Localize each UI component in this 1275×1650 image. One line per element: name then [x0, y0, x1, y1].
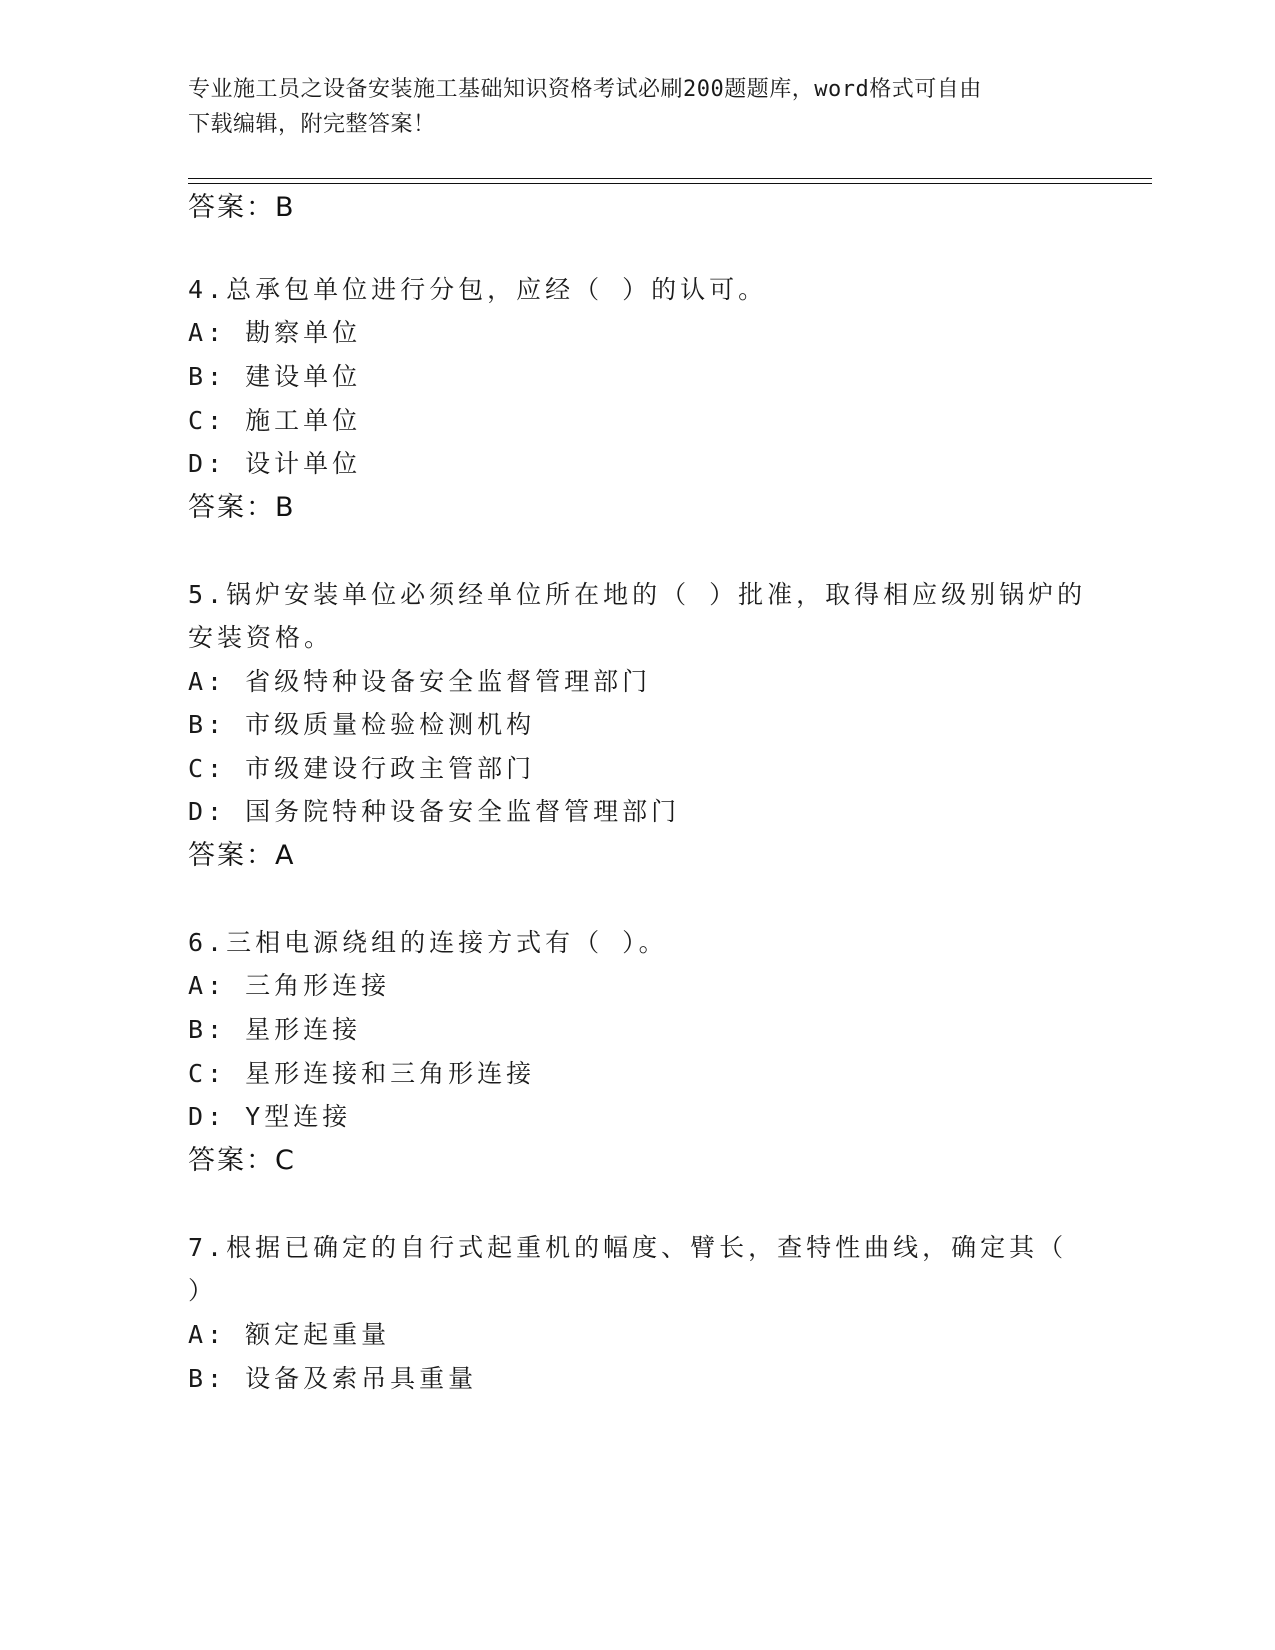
answer-line [188, 491, 295, 525]
header-rule-bottom [188, 183, 1152, 184]
answer-label: 答案： [188, 840, 275, 871]
option-d: D: 设计单位 [188, 449, 362, 478]
header-line-2: 下载编辑，附完整答案！ [188, 112, 436, 137]
option-c: C: 施工单位 [188, 406, 362, 435]
option-a: A: 省级特种设备安全监督管理部门 [188, 667, 652, 696]
option-d: D: 国务院特种设备安全监督管理部门 [188, 797, 681, 826]
answer-value: A [275, 840, 295, 871]
question-stem-continued: ） [188, 1276, 218, 1305]
document-header [188, 72, 1068, 142]
answer-line [188, 1144, 295, 1178]
question-stem: 4.总承包单位进行分包，应经（ ）的认可。 [188, 275, 768, 304]
header-line-1: 专业施工员之设备安装施工基础知识资格考试必刷200题题库，word格式可自由 [188, 77, 982, 102]
header-rule-top [188, 178, 1152, 179]
option-a: A: 勘察单位 [188, 318, 362, 347]
answer-line [188, 839, 294, 873]
option-a: A: 三角形连接 [188, 971, 391, 1000]
question-stem-continued: 安装资格。 [188, 623, 334, 652]
question-stem: 5.锅炉安装单位必须经单位所在地的（ ）批准，取得相应级别锅炉的 [188, 580, 1087, 609]
option-c: C: 星形连接和三角形连接 [188, 1059, 536, 1088]
option-c: C: 市级建设行政主管部门 [188, 754, 536, 783]
answer-label: 答案： [188, 492, 275, 523]
answer-value: C [275, 1145, 295, 1176]
answer-value: B [275, 192, 295, 223]
answer-label: 答案： [188, 192, 275, 223]
option-b: B: 建设单位 [188, 362, 362, 391]
question-stem: 7.根据已确定的自行式起重机的幅度、臂长，查特性曲线，确定其（ [188, 1233, 1068, 1262]
answer-label: 答案： [188, 1145, 275, 1176]
option-d: D: Y型连接 [188, 1102, 352, 1131]
question-stem: 6.三相电源绕组的连接方式有（ ）。 [188, 928, 668, 957]
answer-value: B [275, 492, 295, 523]
option-b: B: 市级质量检验检测机构 [188, 710, 536, 739]
option-b: B: 设备及索吊具重量 [188, 1364, 478, 1393]
option-a: A: 额定起重量 [188, 1320, 391, 1349]
option-b: B: 星形连接 [188, 1015, 362, 1044]
answer-line [188, 191, 295, 225]
